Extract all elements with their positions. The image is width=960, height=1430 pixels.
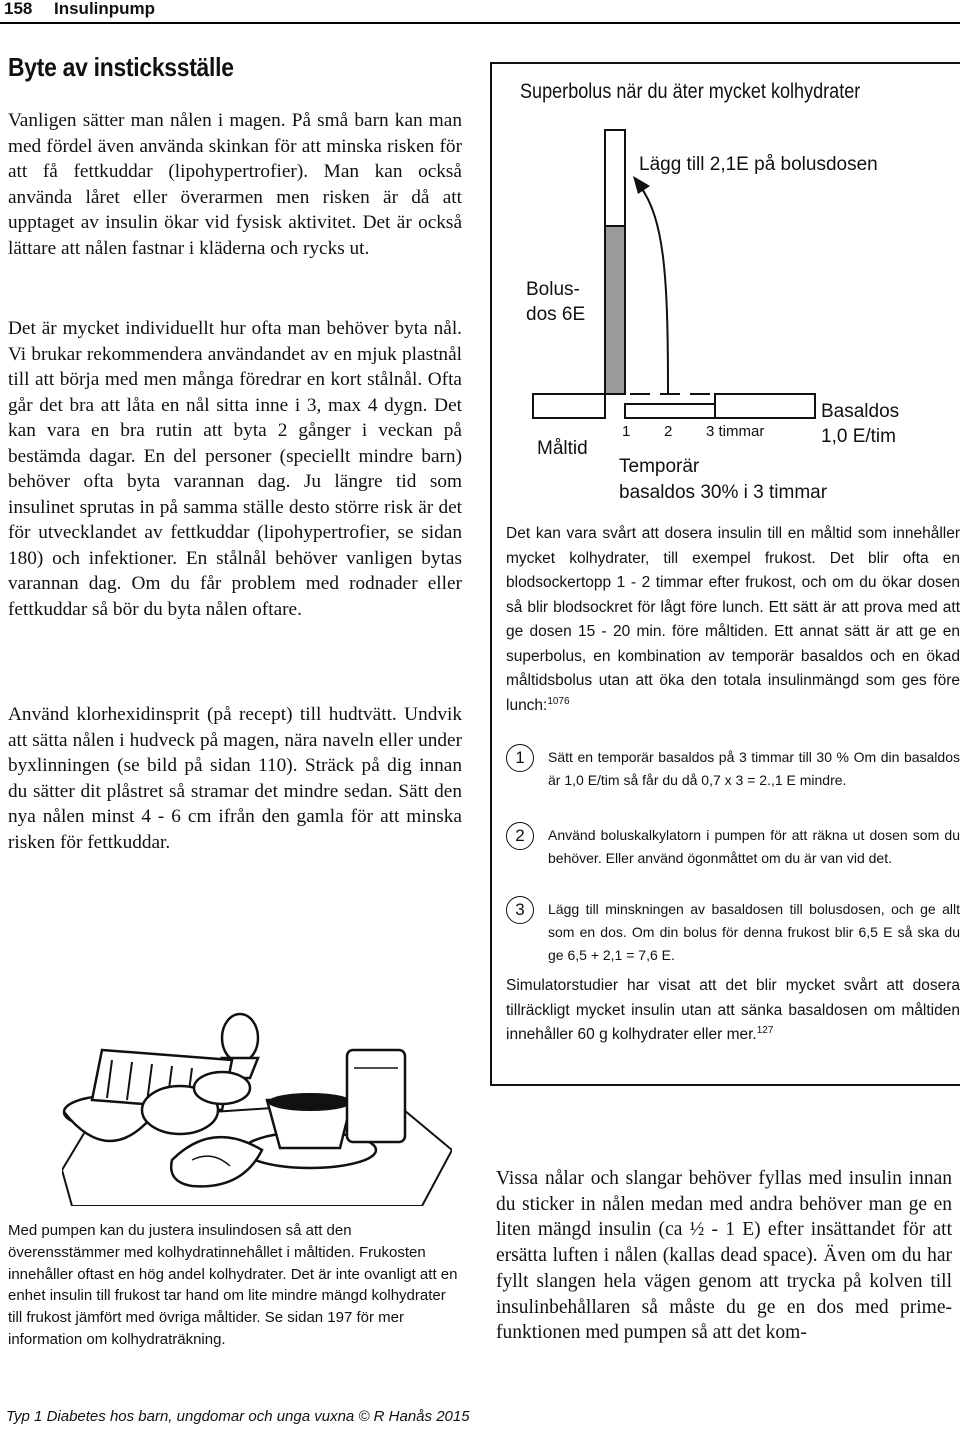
step-text-3: Lägg till minskningen av basaldosen till bolusdosen, och ge allt som en dos. Om din bolus för denna frukost blir 6,5 E så ska du ge 6,5 + 2,1 = 7,6 E.	[548, 901, 960, 963]
section-title: Byte av insticksställe	[8, 52, 234, 82]
basal-label-line2: 1,0 E/tim	[821, 426, 896, 447]
arrow-head	[633, 176, 650, 194]
bolus-bar-base	[605, 226, 625, 394]
right-paragraph: Vissa nålar och slangar behöver fyllas med insulin innan du sticker in nålen medan med andra behöver man ge en liten mängd insulin (ca ½ - 1 E) efter insättandet för att ersätta luften i nålen (kallas dead space). Även om du har fyllt slangen hela vägen genom att trycka på kolven till insulinbehållaren så måste du ge en dos med prime-funktionen med pumpen så att det kom-	[496, 1168, 952, 1344]
left-paragraph-3: Använd klorhexidinsprit (på recept) till hudtvätt. Undvik att sätta nålen i hudveck på magen, nära naveln eller under byxlinningen (se bild på sidan 110). Sträck på dig innan du sätter dit plåstret så stramar det mindre sedan. Sätt den nya nålen minst 4 - 6 cm ifrån den gamla för att minska risken för fettkuddar.	[8, 704, 462, 853]
running-title: Insulinpump	[54, 0, 156, 18]
add-to-bolus-label: Lägg till 2,1E på bolusdosen	[639, 154, 878, 175]
bolus-label-line2: dos 6E	[526, 304, 586, 325]
illustration-caption: Med pumpen kan du justera insulindosen så att den överensstämmer med kolhydratinnehållet i måltiden. Frukosten innehåller oftast en hög andel kolhydrater. Det är inte ovanligt att en enhet insulin till frukost tar hand om lite mindre mängd kolhydrater till frukost jämfört med övriga måltider. Se sidan 197 för mer information om kolhydraträkning.	[8, 1222, 458, 1348]
basal-band-left	[533, 394, 605, 418]
page-footer: Typ 1 Diabetes hos barn, ungdomar och unga vuxna © R Hanås 2015	[6, 1408, 470, 1425]
page-header	[0, 0, 960, 24]
superbolus-box-title: Superbolus när du äter mycket kolhydrater	[520, 80, 861, 103]
superbolus-outro	[506, 974, 960, 1048]
basal-band-right	[715, 394, 815, 418]
step-number-3: 3	[506, 896, 534, 924]
time-tick-1: 1	[622, 423, 631, 440]
time-tick-3: 3 timmar	[706, 423, 765, 440]
basal-band-temp	[625, 404, 715, 418]
superbolus-intro-text: Det kan vara svårt att dosera insulin till en måltid som innehåller mycket kolhydrater, till exempel frukost. Det blir ofta en blodsockertopp 1 - 2 timmar efter frukost, och om du ökar dosen så blir blodsockret för lågt före lunch. Ett sätt är att prova med att ge dosen 15 - 20 min. före måltiden. Ett annat sätt är att ge en superbolus, en kombination av temporär basaldos och en ökad måltidsbolus utan att öka den totala insulinmängd som ges före lunch:	[506, 525, 960, 714]
step-number-2: 2	[506, 822, 534, 850]
add-bolus-arrow	[640, 186, 668, 394]
time-tick-2: 2	[664, 423, 673, 440]
step-number-1: 1	[506, 744, 534, 772]
reference-127: 127	[756, 1024, 774, 1036]
bun-2	[194, 1072, 250, 1104]
bolus-label-line1: Bolus-	[526, 279, 580, 300]
step-text-2: Använd boluskalkylatorn i pumpen för att räkna ut dosen som du behöver. Eller använd ögonmåttet om du är van vid det.	[548, 827, 960, 866]
page-number: 158	[4, 0, 33, 18]
egg	[222, 1014, 258, 1062]
coffee	[268, 1093, 352, 1111]
temp-basal-label-line2: basaldos 30% i 3 timmar	[619, 482, 828, 503]
superbolus-outro-text: Simulatorstudier har visat att det blir mycket svårt att dosera tillräckligt mycket insulin utan att sänka basaldosen om måltiden innehåller 60 g kolhydrater eller mer.	[506, 977, 960, 1043]
temp-basal-label-line1: Temporär	[619, 456, 700, 477]
left-paragraph-1: Vanligen sätter man nålen i magen. På små barn kan man med fördel även använda skinkan för att minska risken för att få fettkuddar (lipohypertrofier). Man kan också använda låret eller överarmen men risken är då att upptaget av insulin ökar vid fysisk aktivitet. Det är också lättare att nålen fastnar i kläderna och rycks ut.	[8, 110, 462, 259]
basal-label-line1: Basaldos	[821, 401, 900, 422]
breakfast-illustration	[62, 1000, 452, 1206]
glass	[347, 1050, 405, 1142]
step-text-1: Sätt en temporär basaldos på 3 timmar till 30 % Om din basaldos är 1,0 E/tim så får du då 0,7 x 3 = 2.,1 E mindre.	[548, 749, 960, 788]
reference-1076: 1076	[547, 695, 570, 707]
meal-label: Måltid	[537, 438, 588, 459]
superbolus-intro	[506, 522, 960, 718]
left-paragraph-2: Det är mycket individuellt hur ofta man behöver byta nål. Vi brukar rekommendera användandet av en mjuk plastnål till att börja med men många föredrar en kort stålnål. Ofta går det bra att låta en nål sitta inne i 3, max 4 dygn. Det kan vara en bra rutin att byta 2 gånger i veckan på bestämda dagar. En del personer (speciellt mindre barn) behöver ofta byta varannan dag. Ju längre tid som insulinet sprutas in på samma ställe desto större risk är det för utvecklandet av fettkuddar (lipohypertrofier, se sidan 180) och infektioner. En stålnål behöver vanligen bytas varannan dag. Om du får problem med rodnader eller fettkuddar så bör du byta nålen oftare.	[8, 318, 462, 620]
